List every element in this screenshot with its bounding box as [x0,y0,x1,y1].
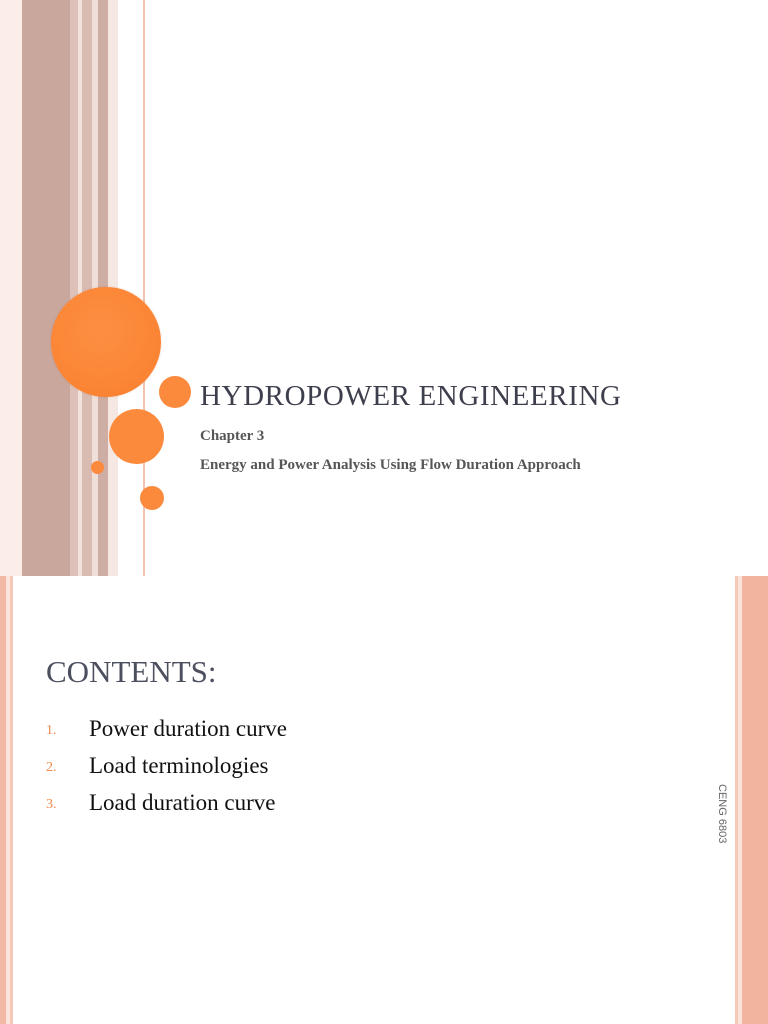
slide-title: HYDROPOWER ENGINEERING [200,380,622,412]
list-item [46,716,287,742]
chapter-label: Chapter 3 [200,428,265,444]
decorative-circle [51,287,161,397]
decorative-circle [91,461,104,474]
list-number: 2. [46,760,57,775]
course-code-footer: CENG 6803 [716,784,728,844]
list-label: Load terminologies [89,753,269,778]
list-item [46,790,275,816]
list-label: Power duration curve [89,716,287,741]
list-item [46,753,269,779]
decorative-circle [109,409,164,464]
slide-subtitle: Energy and Power Analysis Using Flow Duration Approach [200,457,581,473]
decorative-stripe [742,576,768,1024]
decorative-stripe [10,576,13,1024]
list-number: 3. [46,797,57,812]
decorative-stripe [70,0,78,576]
list-label: Load duration curve [89,790,276,815]
list-number: 1. [46,723,57,738]
decorative-circle [140,486,164,510]
decorative-stripe [0,0,22,576]
decorative-stripe [22,0,70,576]
decorative-circle [159,376,191,408]
contents-heading: CONTENTS: [46,654,217,689]
